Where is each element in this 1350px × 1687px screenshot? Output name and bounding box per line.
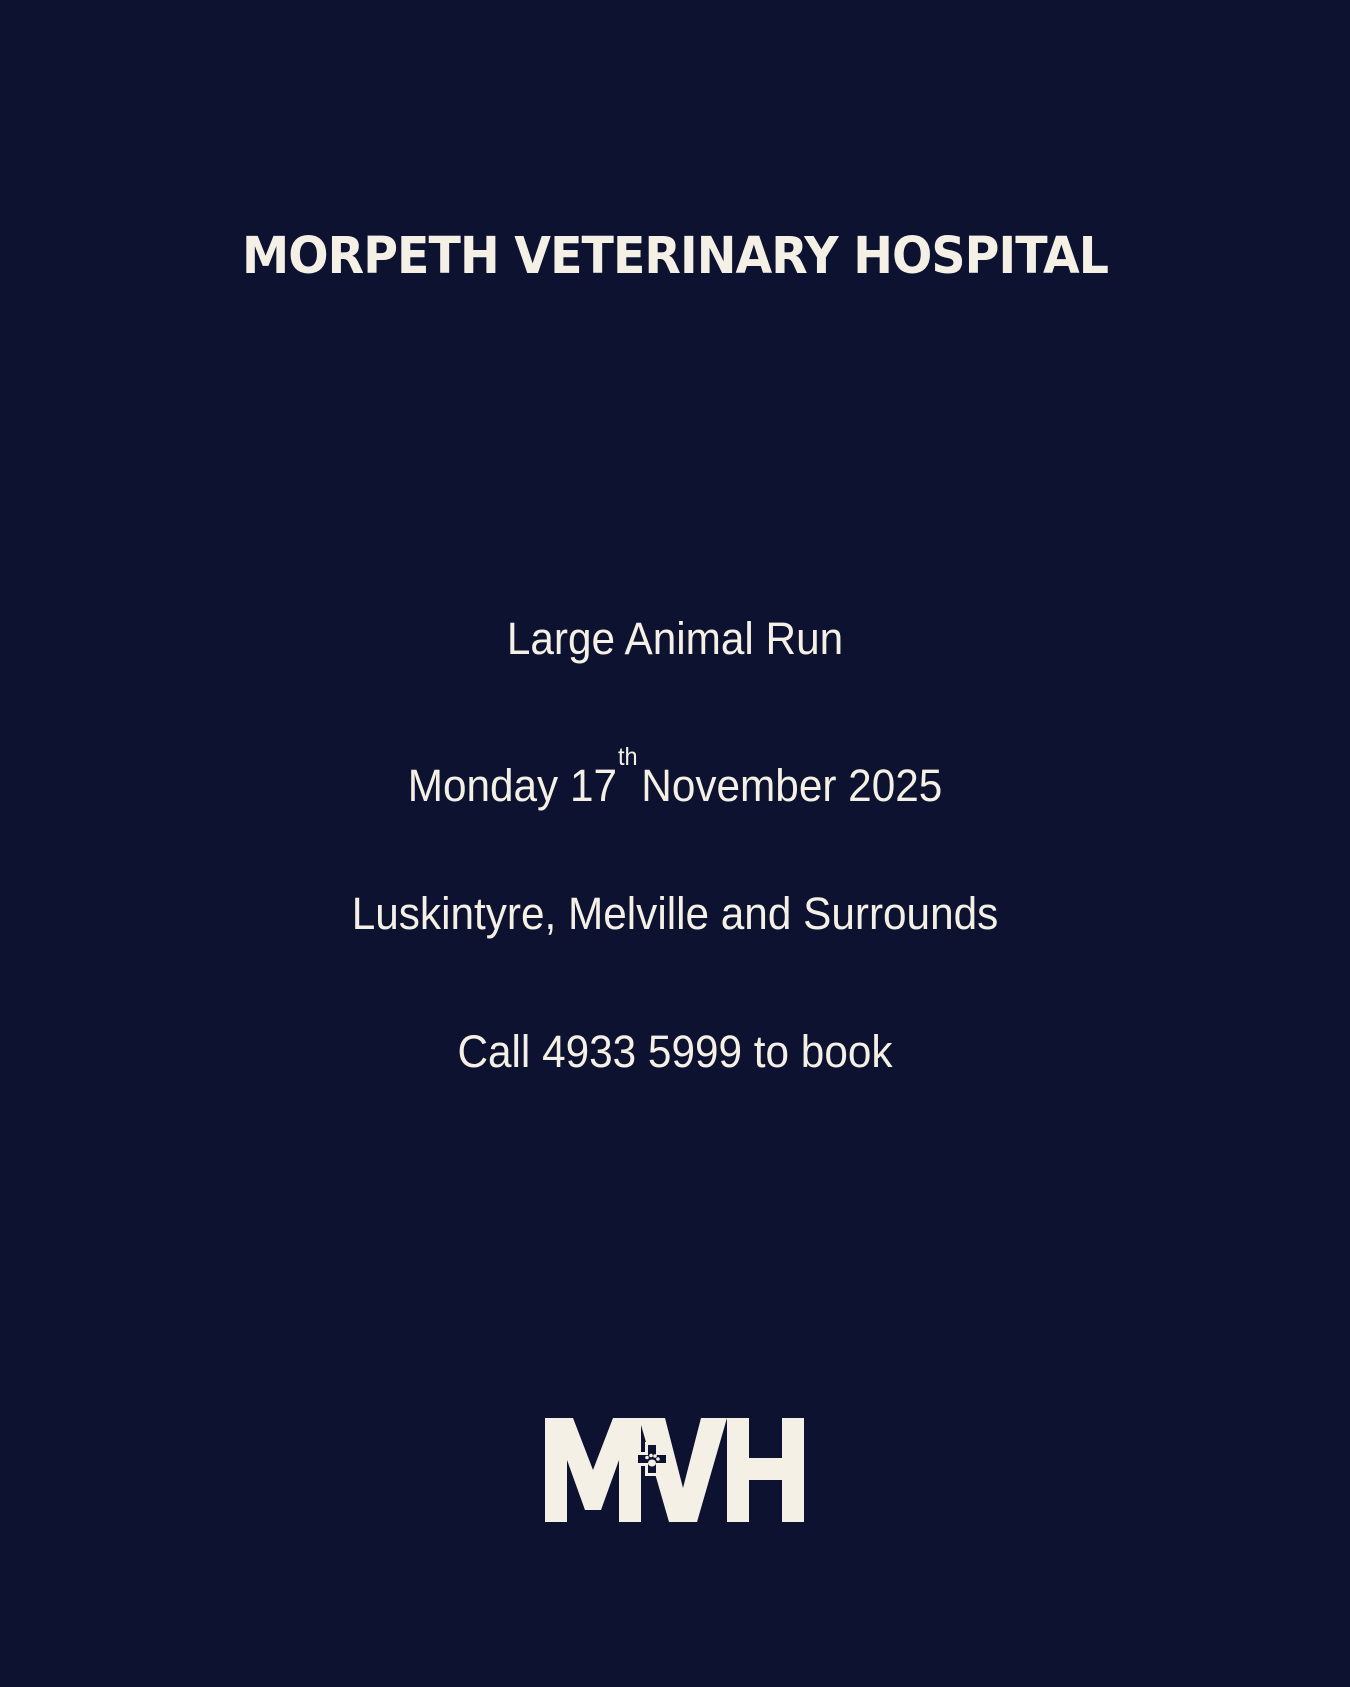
mvh-logo <box>545 1418 805 1522</box>
service-area: Luskintyre, Melville and Surrounds <box>351 888 999 939</box>
event-date <box>41 743 1310 816</box>
event-date-month-year: November 2025 <box>641 760 943 811</box>
hospital-name-heading: MORPETH VETERINARY HOSPITAL <box>241 227 1109 286</box>
booking-call-to-action: Call 4933 5999 to book <box>457 1026 893 1077</box>
event-date-ordinal-suffix: th <box>617 743 638 771</box>
service-name: Large Animal Run <box>506 613 844 664</box>
event-date-day: Monday 17 <box>407 760 617 811</box>
